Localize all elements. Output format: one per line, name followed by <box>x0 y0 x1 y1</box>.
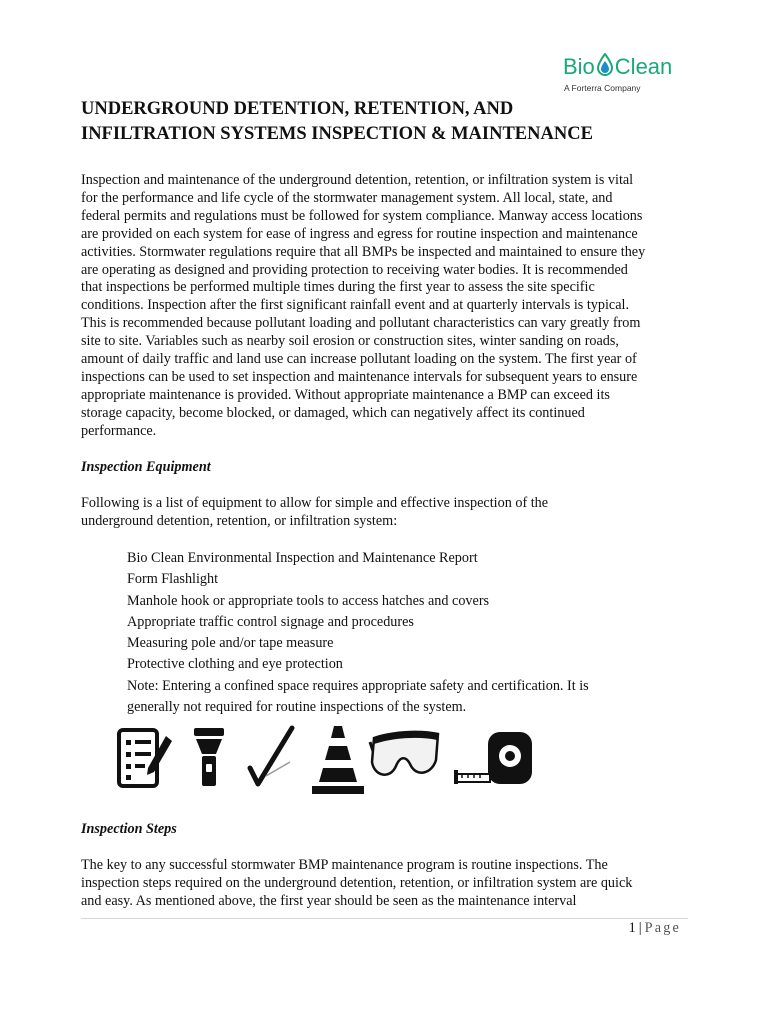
water-drop-icon <box>596 53 614 77</box>
page-number: 1 <box>628 920 636 936</box>
intro-line: amount of daily traffic and land use can increase pollutant loading on the system. The first year of <box>81 351 637 368</box>
intro-line: storage capacity, become blocked, or damaged, which can negatively affect its continued <box>81 404 585 421</box>
inspection-equipment-heading: Inspection Equipment <box>81 459 211 475</box>
safety-glasses-icon <box>366 724 442 792</box>
equipment-note-line: generally not required for routine inspections of the system. <box>127 699 467 716</box>
equipment-list-item: Measuring pole and/or tape measure <box>127 635 334 652</box>
logo-brand-prefix: Bio <box>563 54 595 79</box>
equipment-note-line: Note: Entering a confined space requires appropriate safety and certification. It is <box>127 677 589 694</box>
page-label: Page <box>644 920 681 936</box>
equipment-list-item: Form Flashlight <box>127 571 219 588</box>
page-footer <box>629 920 681 937</box>
equipment-list <box>127 548 687 718</box>
document-title <box>81 97 701 147</box>
equipment-list-item: Appropriate traffic control signage and procedures <box>127 613 414 630</box>
tape-measure-icon <box>452 724 536 792</box>
intro-line: inspections can be used to set inspection and maintenance intervals for subsequent years to ensure <box>81 368 638 385</box>
intro-line: federal permits and regulations must be followed for system compliance. Manway access locations <box>81 207 643 224</box>
intro-paragraph <box>81 172 691 441</box>
intro-line: that inspections be performed multiple times during the first year to assess the site specific <box>81 279 595 296</box>
logo-brand-suffix: Clean <box>614 54 673 79</box>
report-form-icon <box>116 724 174 792</box>
footer-separator: | <box>638 920 642 936</box>
traffic-cone-icon <box>310 724 366 796</box>
intro-line: for the performance and life cycle of the stormwater management system. All local, state, and <box>81 189 613 206</box>
manhole-hook-icon <box>240 724 296 792</box>
intro-line: This is recommended because pollutant loading and pollutant characteristics can vary greatly from <box>81 315 641 332</box>
intro-line: are operating as designed and providing protection to receiving water bodies. It is recommended <box>81 261 628 278</box>
bio-clean-logo <box>563 52 693 94</box>
intro-line: conditions. Inspection after the first significant rainfall event and at quarterly intervals is typical. <box>81 297 630 314</box>
title-line: INFILTRATION SYSTEMS INSPECTION & MAINTENANCE <box>81 124 593 144</box>
equipment-list-item: Manhole hook or appropriate tools to access hatches and covers <box>127 592 490 609</box>
intro-line: appropriate maintenance is provided. Without appropriate maintenance a BMP can exceed its <box>81 386 610 403</box>
equipment-list-item: Protective clothing and eye protection <box>127 656 343 673</box>
equipment-list-item: Bio Clean Environmental Inspection and Maintenance Report <box>127 550 478 566</box>
logo-wordmark <box>563 52 672 82</box>
equipment-intro-paragraph <box>81 495 691 531</box>
intro-line: Inspection and maintenance of the underground detention, retention, or infiltration system is vital <box>81 172 634 188</box>
logo-tagline: A Forterra Company <box>564 83 641 93</box>
equipment-intro-line: underground detention, retention, or infiltration system: <box>81 512 398 529</box>
steps-line: and easy. As mentioned above, the first year should be seen as the maintenance interval <box>81 892 577 909</box>
equipment-icon-strip <box>110 724 550 798</box>
steps-line: The key to any successful stormwater BMP maintenance program is routine inspections. The <box>81 857 608 873</box>
title-line: UNDERGROUND DETENTION, RETENTION, AND <box>81 99 514 119</box>
flashlight-icon <box>192 724 226 792</box>
steps-line: inspection steps required on the underground detention, retention, or infiltration system are quick <box>81 874 633 891</box>
intro-line: are provided on each system for ease of ingress and egress for routine inspection and maintenance <box>81 225 638 242</box>
intro-line: activities. Stormwater regulations require that all BMPs be inspected and maintained to ensure they <box>81 243 646 260</box>
inspection-steps-paragraph <box>81 857 691 911</box>
equipment-intro-line: Following is a list of equipment to allow for simple and effective inspection of the <box>81 495 549 511</box>
inspection-steps-heading: Inspection Steps <box>81 821 177 837</box>
intro-line: site to site. Variables such as nearby soil erosion or construction sites, winter sanding on roads, <box>81 333 619 350</box>
footer-divider <box>81 918 688 919</box>
intro-line: performance. <box>81 422 157 439</box>
